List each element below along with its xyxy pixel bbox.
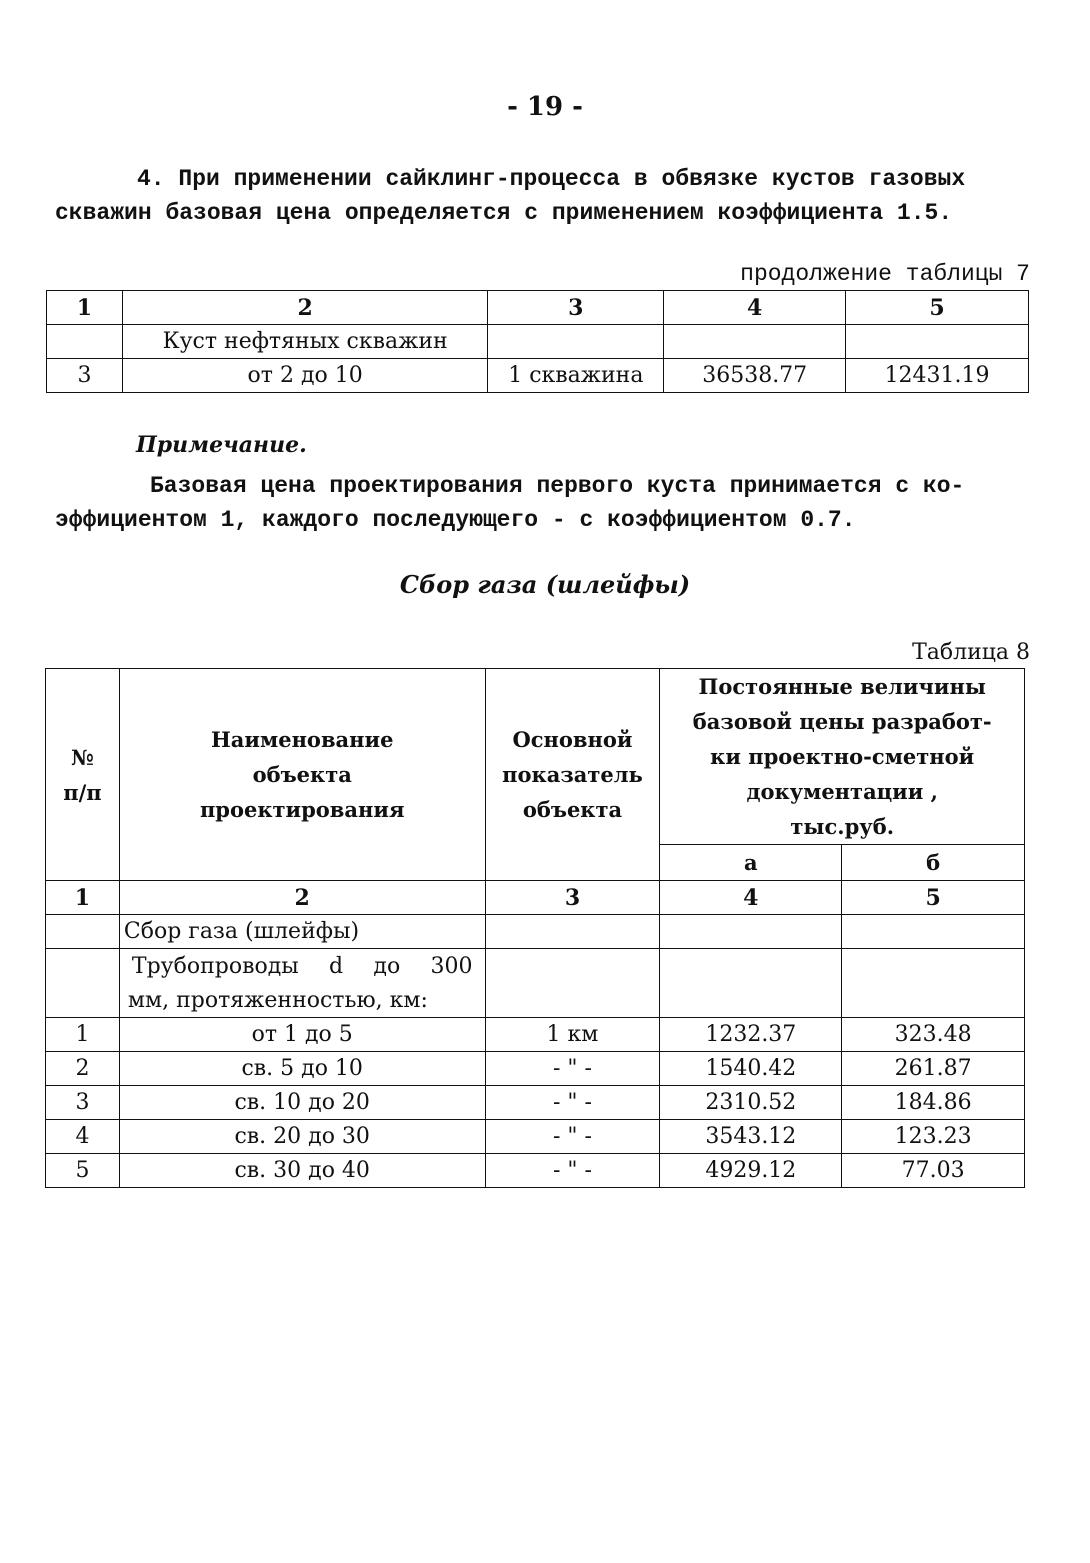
section-title: Сбор газа (шлейфы) xyxy=(399,570,691,599)
column-number: 1 xyxy=(47,291,123,325)
table-cell xyxy=(488,325,664,359)
column-number: 5 xyxy=(842,881,1025,915)
row-number: 5 xyxy=(46,1154,120,1188)
value-a: 2310.52 xyxy=(660,1086,842,1120)
note-paragraph xyxy=(55,469,1030,537)
header-text: Постоянные величины xyxy=(698,674,986,699)
table-header-row xyxy=(46,669,1025,845)
table-cell xyxy=(660,915,842,949)
header-text: тыс.руб. xyxy=(790,814,895,839)
value-b: 77.03 xyxy=(842,1154,1025,1188)
indicator: - " - xyxy=(485,1154,660,1188)
header-indicator xyxy=(485,669,660,881)
table-row xyxy=(46,1018,1025,1052)
value-b: 123.23 xyxy=(842,1120,1025,1154)
row-number: 3 xyxy=(46,1086,120,1120)
table-group-row xyxy=(46,915,1025,949)
value-a: 3543.12 xyxy=(660,1120,842,1154)
indicator: 1 км xyxy=(485,1018,660,1052)
pipelines-label xyxy=(119,949,485,1018)
pipelines-line: мм, протяженностью, км: xyxy=(127,988,428,1013)
table-subgroup-row xyxy=(46,949,1025,1018)
value-b: 261.87 xyxy=(842,1052,1025,1086)
column-number: 3 xyxy=(485,881,660,915)
row-number: 3 xyxy=(47,359,123,393)
header-text: показатель xyxy=(502,762,643,787)
table-row xyxy=(46,1086,1025,1120)
subheader-b: б xyxy=(842,845,1025,881)
pipelines-line: Трубопроводы d до 300 xyxy=(131,954,473,979)
value-b: 184.86 xyxy=(842,1086,1025,1120)
column-number: 4 xyxy=(664,291,846,325)
group-label: Сбор газа (шлейфы) xyxy=(119,915,485,949)
row-number: 1 xyxy=(46,1018,120,1052)
column-number: 5 xyxy=(846,291,1029,325)
header-text: Наименование xyxy=(210,727,394,752)
object-name: от 2 до 10 xyxy=(122,359,488,393)
header-text: Основной xyxy=(512,727,633,752)
table-row xyxy=(47,359,1029,393)
column-number: 1 xyxy=(46,881,120,915)
note-line: Базовая цена проектирования первого куста принимается с ко- xyxy=(150,473,965,499)
table7-continuation-label: продолжение таблицы 7 xyxy=(740,261,1030,287)
object-name: от 1 до 5 xyxy=(119,1018,485,1052)
table-cell xyxy=(47,325,123,359)
value-b: 323.48 xyxy=(842,1018,1025,1052)
indicator: - " - xyxy=(485,1120,660,1154)
indicator: 1 скважина xyxy=(488,359,664,393)
subheader-a: а xyxy=(660,845,842,881)
table-group-row xyxy=(47,325,1029,359)
value-a: 1540.42 xyxy=(660,1052,842,1086)
table-8 xyxy=(45,668,1025,1188)
table-cell xyxy=(485,915,660,949)
column-number: 3 xyxy=(488,291,664,325)
table-row xyxy=(46,1154,1025,1188)
header-text: ки проектно-сметной xyxy=(710,744,975,769)
value-a: 4929.12 xyxy=(660,1154,842,1188)
row-number: 4 xyxy=(46,1120,120,1154)
table-7-continuation xyxy=(46,290,1029,393)
object-name: св. 10 до 20 xyxy=(119,1086,485,1120)
header-text: объекта xyxy=(252,762,352,787)
header-text: базовой цены разработ- xyxy=(692,709,992,734)
indicator: - " - xyxy=(485,1052,660,1086)
table-cell xyxy=(660,949,842,1018)
group-label: Куст нефтяных скважин xyxy=(122,325,488,359)
object-name: св. 30 до 40 xyxy=(119,1154,485,1188)
table-cell xyxy=(846,325,1029,359)
note-line: эффициентом 1, каждого последующего - с коэффициентом 0.7. xyxy=(55,507,856,533)
column-number: 2 xyxy=(119,881,485,915)
column-number: 4 xyxy=(660,881,842,915)
header-number xyxy=(46,669,120,881)
paragraph-line: 4. При применении сайклинг-процесса в обвязке кустов газовых xyxy=(137,166,966,192)
header-base-price xyxy=(660,669,1025,845)
table-header-row xyxy=(47,291,1029,325)
value-a: 36538.77 xyxy=(664,359,846,393)
table8-label: Таблица 8 xyxy=(912,640,1030,665)
table-row xyxy=(46,1052,1025,1086)
column-number-row xyxy=(46,881,1025,915)
note-title: Примечание. xyxy=(136,432,307,458)
header-text: объекта xyxy=(522,797,623,822)
object-name: св. 20 до 30 xyxy=(119,1120,485,1154)
table-cell xyxy=(842,915,1025,949)
indicator: - " - xyxy=(485,1086,660,1120)
table-cell xyxy=(664,325,846,359)
object-name: св. 5 до 10 xyxy=(119,1052,485,1086)
value-b: 12431.19 xyxy=(846,359,1029,393)
header-text: проектирования xyxy=(199,797,405,822)
header-text: документации , xyxy=(746,779,938,804)
table-row xyxy=(46,1120,1025,1154)
table-cell xyxy=(46,915,120,949)
table-cell xyxy=(842,949,1025,1018)
row-number: 2 xyxy=(46,1052,120,1086)
header-object-name xyxy=(119,669,485,881)
header-text: № xyxy=(71,744,94,770)
header-text: п/п xyxy=(63,779,102,805)
table-cell xyxy=(46,949,120,1018)
paragraph-line: скважин базовая цена определяется с применением коэффициента 1.5. xyxy=(55,200,953,226)
paragraph-cycling-process xyxy=(55,162,1030,230)
table-cell xyxy=(485,949,660,1018)
page-number: - 19 - xyxy=(507,92,583,122)
column-number: 2 xyxy=(122,291,488,325)
value-a: 1232.37 xyxy=(660,1018,842,1052)
